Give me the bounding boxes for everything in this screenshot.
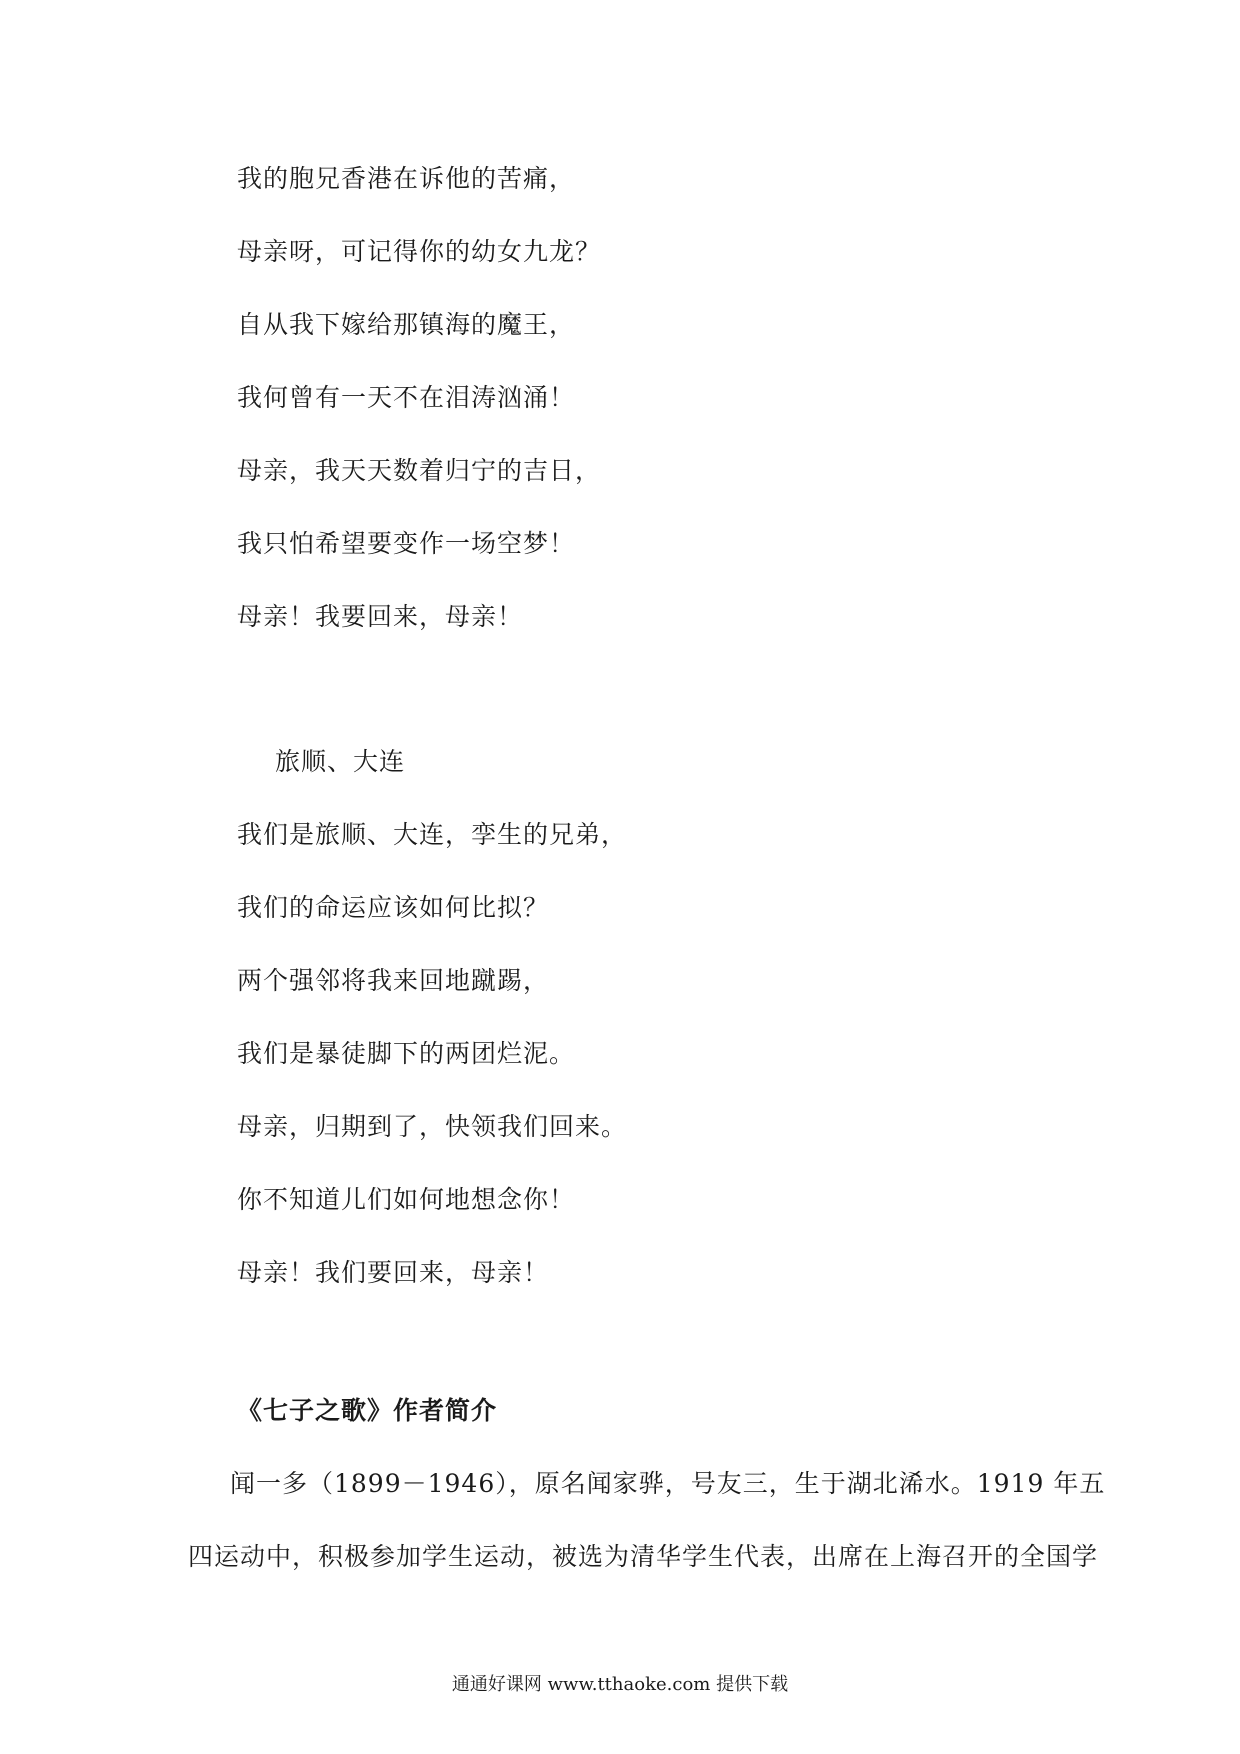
poem-line: 母亲，我天天数着归宁的吉日， xyxy=(237,456,602,485)
poem-line: 我们是暴徒脚下的两团烂泥。 xyxy=(237,1039,576,1068)
poem-line: 你不知道儿们如何地想念你！ xyxy=(237,1185,576,1214)
poem-line: 我们是旅顺、大连，孪生的兄弟， xyxy=(237,820,628,849)
poem-line: 母亲！我们要回来，母亲！ xyxy=(237,1258,550,1287)
paragraph-line: 四运动中，积极参加学生运动，被选为清华学生代表，出席在上海召开的全国学 xyxy=(188,1542,1099,1571)
poem-line: 母亲！我要回来，母亲！ xyxy=(237,602,524,631)
poem-line: 自从我下嫁给那镇海的魔王， xyxy=(237,310,576,339)
paragraph-line: 闻一多（1899－1946），原名闻家骅，号友三，生于湖北浠水。1919 年五 xyxy=(230,1469,1106,1498)
stanza-title: 旅顺、大连 xyxy=(275,747,406,776)
poem-line: 母亲，归期到了，快领我们回来。 xyxy=(237,1112,628,1141)
poem-line: 母亲呀，可记得你的幼女九龙？ xyxy=(237,237,602,266)
page-footer: 通通好课网 www.tthaoke.com 提供下载 xyxy=(451,1674,789,1695)
section-heading: 《七子之歌》作者简介 xyxy=(237,1396,498,1425)
poem-line: 我的胞兄香港在诉他的苦痛， xyxy=(237,164,576,193)
poem-line: 我只怕希望要变作一场空梦！ xyxy=(237,529,576,558)
poem-line: 我何曾有一天不在泪涛汹涌！ xyxy=(237,383,576,412)
poem-line: 两个强邻将我来回地蹴踢， xyxy=(237,966,550,995)
poem-line: 我们的命运应该如何比拟？ xyxy=(237,893,550,922)
